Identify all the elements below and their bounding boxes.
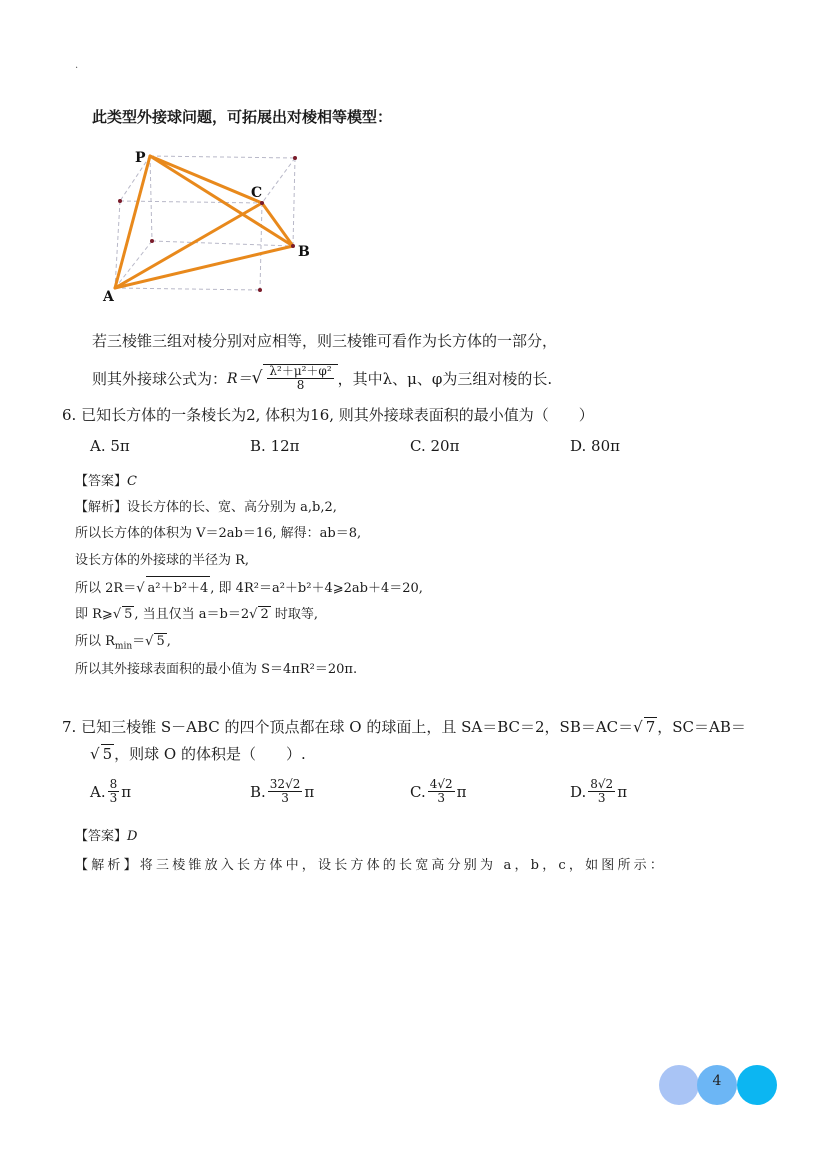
page-badge-circle-left	[659, 1065, 699, 1105]
q6-option-label: B.	[250, 437, 266, 455]
q6-analysis-line-6: 所以 $R_{min}=√$ 5 ,	[75, 634, 171, 652]
q7-option-label: B.	[250, 782, 266, 801]
q6-option-value: 5π	[110, 437, 130, 455]
cuboid-edges	[115, 156, 295, 290]
vertex-label-p: P	[135, 150, 146, 166]
model-text-2-prefix: 则其外接球公式为：	[92, 369, 228, 388]
vertex-label-c: C	[251, 185, 263, 201]
q7-option-a: A. $\frac{8}{3}$ π	[90, 777, 132, 805]
q6-analysis-line-1: 【解析】设长方体的长、宽、高分别为 a,b,2,	[75, 500, 337, 515]
q6-stem: 6. 已知长方体的一条棱长为2, 体积为16, 则其外接球表面积的最小值为（ ）	[62, 406, 594, 424]
q7-stem-line-2: √ 5 ，则球 O 的体积是（ ）.	[90, 745, 306, 763]
model-text-2: 则其外接球公式为： R＝ √ $\frac{\text{λ²＋μ²＋φ²}}{8}$ ，其中λ、μ、φ为三组对棱的长.	[92, 364, 553, 392]
q7-option-c: C. $\frac{4√2}{3}$ π	[410, 777, 467, 805]
formula-lhs: R＝	[227, 371, 252, 387]
q7-option-b: B. $\frac{32√2}{3}$ π	[250, 777, 315, 805]
q6-analysis-line-5: 即 R⩾√ 5 , 当且仅当 a＝b＝2√ 2 时取等,	[75, 607, 318, 622]
q7-option-label: A.	[90, 782, 106, 801]
vertex-label-b: B	[298, 244, 310, 260]
q6-analysis-line-4: 所以 2R＝√ a²＋b²＋4 , 即 4R²＝a²＋b²＋4⩾2ab＋4＝20,	[75, 576, 423, 596]
q7-option-label: D.	[570, 782, 587, 801]
q6-analysis-line-2: 所以长方体的体积为 V＝2ab＝16, 解得：ab＝8,	[75, 526, 362, 541]
formula-numerator: λ²＋μ²＋φ²	[269, 364, 332, 378]
q6-option-a	[90, 437, 130, 455]
q6-option-c	[410, 437, 459, 455]
page-badge-circle-right	[737, 1065, 777, 1105]
page-number: 4	[712, 1073, 722, 1089]
cuboid-figure	[95, 140, 325, 310]
q7-option-d: D. $\frac{8√2}{3}$ π	[570, 777, 628, 805]
q7-analysis: 【解析】将三棱锥放入长方体中，设长方体的长宽高分别为 a，b，c，如图所示：	[75, 858, 667, 873]
q6-option-b	[250, 437, 300, 455]
q6-analysis-line-3: 设长方体的外接球的半径为 R,	[75, 553, 250, 568]
model-text-2-suffix: ，其中λ、μ、φ为三组对棱的长.	[337, 369, 553, 388]
model-heading: 此类型外接球问题，可拓展出对棱相等模型：	[92, 108, 393, 126]
header-mark: .	[75, 60, 79, 71]
sqrt-radicand: a²＋b²＋4	[146, 576, 211, 596]
q6-option-label: A.	[90, 437, 106, 455]
q6-option-value: 80π	[591, 437, 620, 455]
q7-option-label: C.	[410, 782, 426, 801]
formula-denominator: 8	[296, 378, 305, 392]
tetrahedron-edges	[115, 156, 293, 288]
q7-stem-line-1: 7. 已知三棱锥 S－ABC 的四个顶点都在球 O 的球面上，且 SA＝BC＝2，SB＝AC＝√ 7 ，SC＝AB＝	[62, 718, 746, 736]
q6-option-value: 12π	[270, 437, 300, 455]
q7-answer-value: D	[127, 829, 138, 844]
model-text-1: 若三棱锥三组对棱分别对应相等，则三棱锥可看作为长方体的一部分，	[92, 332, 558, 350]
q6-answer-value: C	[127, 474, 137, 489]
q6-option-value: 20π	[430, 437, 460, 455]
formula-fraction	[267, 365, 333, 392]
q6-analysis-line-7: 所以其外接球表面积的最小值为 S＝4πR²＝20π.	[75, 662, 358, 677]
vertex-label-a: A	[103, 289, 114, 305]
q6-option-label: D.	[570, 437, 587, 455]
q7-answer: 【答案】D	[75, 829, 138, 844]
q6-option-d	[570, 437, 620, 455]
q6-option-label: C.	[410, 437, 426, 455]
q6-answer: 【答案】C	[75, 474, 137, 489]
